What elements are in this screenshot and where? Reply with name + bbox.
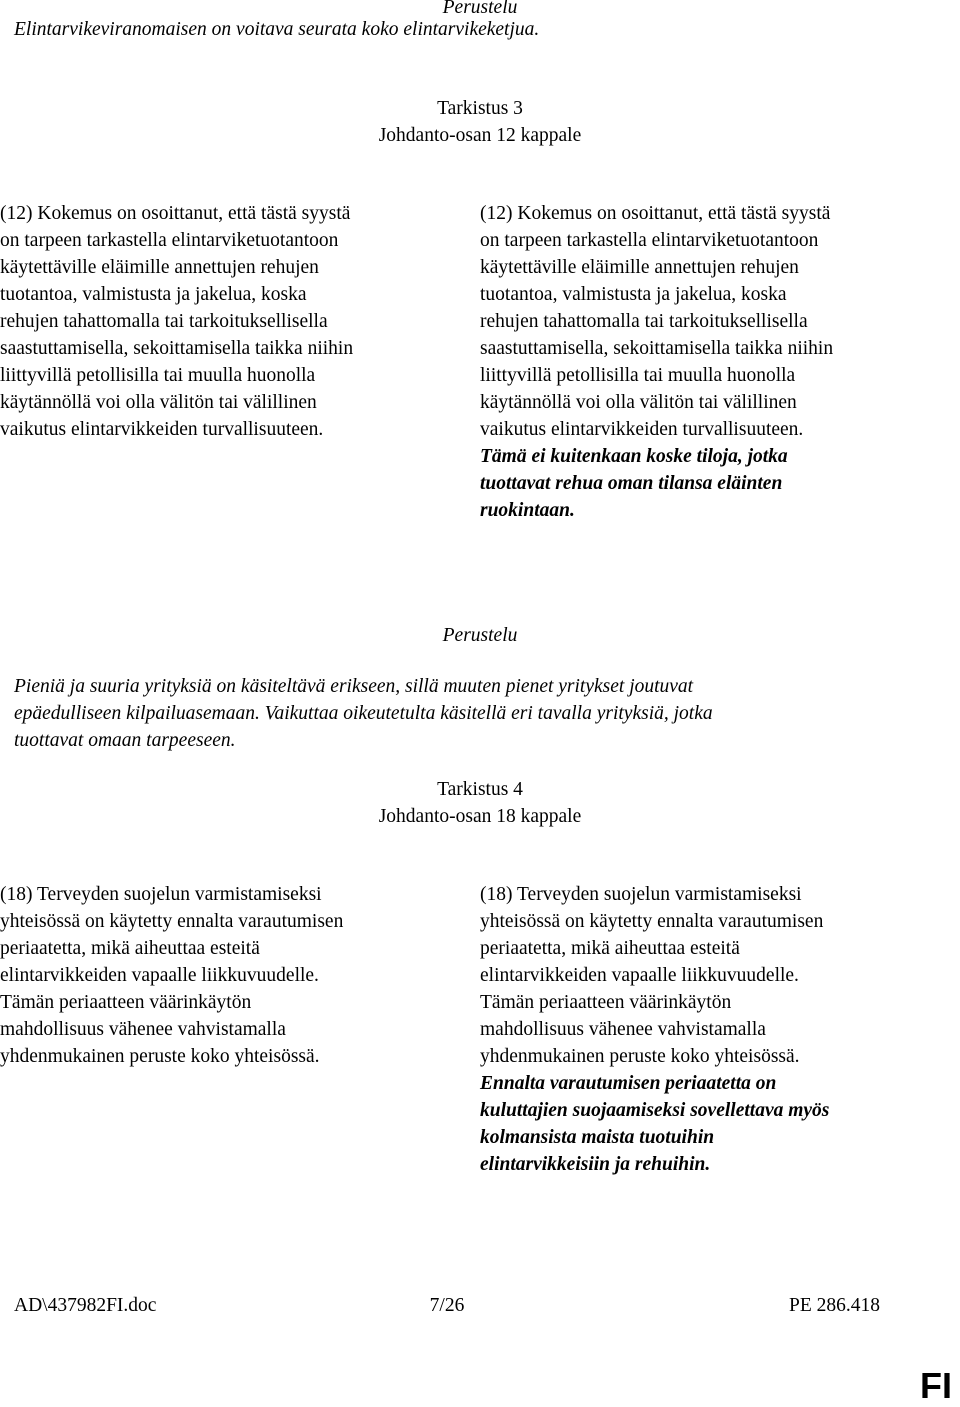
text-line: epäedulliseen kilpailuasemaan. Vaikuttaa oikeutetulta käsitellä eri tavalla yrityksiä, jotka	[14, 703, 713, 724]
text-line: liittyvillä petollisilla tai muulla huonolla	[480, 365, 796, 386]
text-line: elintarvikkeiden vapaalle liikkuvuudelle.	[480, 965, 799, 986]
footer-pe-number: PE 286.418	[788, 1295, 880, 1316]
amendment-3-amended-text	[480, 200, 920, 524]
added-text-line: kuluttajien suojaamiseksi sovellettava myös	[480, 1100, 830, 1121]
text-line: yhdenmukainen peruste koko yhteisössä.	[0, 1046, 320, 1067]
amendment-4-amended-text	[480, 881, 920, 1178]
justification-heading-1: Perustelu	[442, 0, 518, 18]
amendment-3-subtitle: Johdanto-osan 12 kappale	[378, 125, 582, 146]
justification-text-1: Elintarvikeviranomaisen on voitava seurata koko elintarvikeketjua.	[14, 19, 540, 40]
text-line: liittyvillä petollisilla tai muulla huonolla	[0, 365, 316, 386]
footer-doc-ref: AD\437982FI.doc	[14, 1295, 157, 1316]
text-line: käytännöllä voi olla välitön tai välillinen	[480, 392, 797, 413]
text-line: käytettäville eläimille annettujen rehujen	[0, 257, 319, 278]
text-line: mahdollisuus vähenee vahvistamalla	[0, 1019, 286, 1040]
text-line: on tarpeen tarkastella elintarviketuotantoon	[0, 230, 339, 251]
text-line: tuottavat omaan tarpeeseen.	[14, 730, 236, 751]
justification-text-2	[14, 673, 713, 754]
text-line: käytännöllä voi olla välitön tai välillinen	[0, 392, 317, 413]
text-line: yhteisössä on käytetty ennalta varautumisen	[480, 911, 824, 932]
amendment-3-original-text	[0, 200, 440, 443]
text-line: käytettäville eläimille annettujen rehujen	[480, 257, 799, 278]
text-line: yhdenmukainen peruste koko yhteisössä.	[480, 1046, 800, 1067]
text-line: rehujen tahattomalla tai tarkoituksellisella	[480, 311, 808, 332]
text-line: vaikutus elintarvikkeiden turvallisuuteen.	[480, 419, 804, 440]
text-line: on tarpeen tarkastella elintarviketuotantoon	[480, 230, 819, 251]
amendment-3-title: Tarkistus 3	[437, 98, 523, 119]
text-line: (18) Terveyden suojelun varmistamiseksi	[480, 884, 802, 905]
text-line: rehujen tahattomalla tai tarkoituksellisella	[0, 311, 328, 332]
justification-heading-2: Perustelu	[442, 625, 518, 646]
text-line: Pieniä ja suuria yrityksiä on käsiteltävä erikseen, sillä muuten pienet yritykset joutuvat	[14, 676, 694, 697]
text-line: tuotantoa, valmistusta ja jakelua, koska	[480, 284, 787, 305]
language-code: FI	[920, 1365, 952, 1406]
text-line: (12) Kokemus on osoittanut, että tästä syystä	[0, 203, 351, 224]
text-line: (18) Terveyden suojelun varmistamiseksi	[0, 884, 322, 905]
added-text-line: ruokintaan.	[480, 500, 575, 521]
added-text-line: elintarvikkeisiin ja rehuihin.	[480, 1154, 711, 1175]
text-line: mahdollisuus vähenee vahvistamalla	[480, 1019, 766, 1040]
text-line: saastuttamisella, sekoittamisella taikka niihin	[0, 338, 354, 359]
text-line: elintarvikkeiden vapaalle liikkuvuudelle.	[0, 965, 319, 986]
added-text-line: Ennalta varautumisen periaatetta on	[480, 1073, 777, 1094]
text-line: vaikutus elintarvikkeiden turvallisuuteen.	[0, 419, 324, 440]
added-text-line: Tämä ei kuitenkaan koske tiloja, jotka	[480, 446, 788, 467]
amendment-4-original-text	[0, 881, 440, 1070]
added-text-line: tuottavat rehua oman tilansa eläinten	[480, 473, 783, 494]
added-text-line: kolmansista maista tuotuihin	[480, 1127, 715, 1148]
text-line: Tämän periaatteen väärinkäytön	[0, 992, 252, 1013]
text-line: saastuttamisella, sekoittamisella taikka niihin	[480, 338, 834, 359]
text-line: periaatetta, mikä aiheuttaa esteitä	[0, 938, 260, 959]
amendment-4-title: Tarkistus 4	[437, 779, 523, 800]
text-line: periaatetta, mikä aiheuttaa esteitä	[480, 938, 740, 959]
footer-page-number: 7/26	[429, 1295, 465, 1316]
amendment-4-subtitle: Johdanto-osan 18 kappale	[378, 806, 582, 827]
text-line: yhteisössä on käytetty ennalta varautumisen	[0, 911, 344, 932]
text-line: (12) Kokemus on osoittanut, että tästä syystä	[480, 203, 831, 224]
text-line: Tämän periaatteen väärinkäytön	[480, 992, 732, 1013]
text-line: tuotantoa, valmistusta ja jakelua, koska	[0, 284, 307, 305]
